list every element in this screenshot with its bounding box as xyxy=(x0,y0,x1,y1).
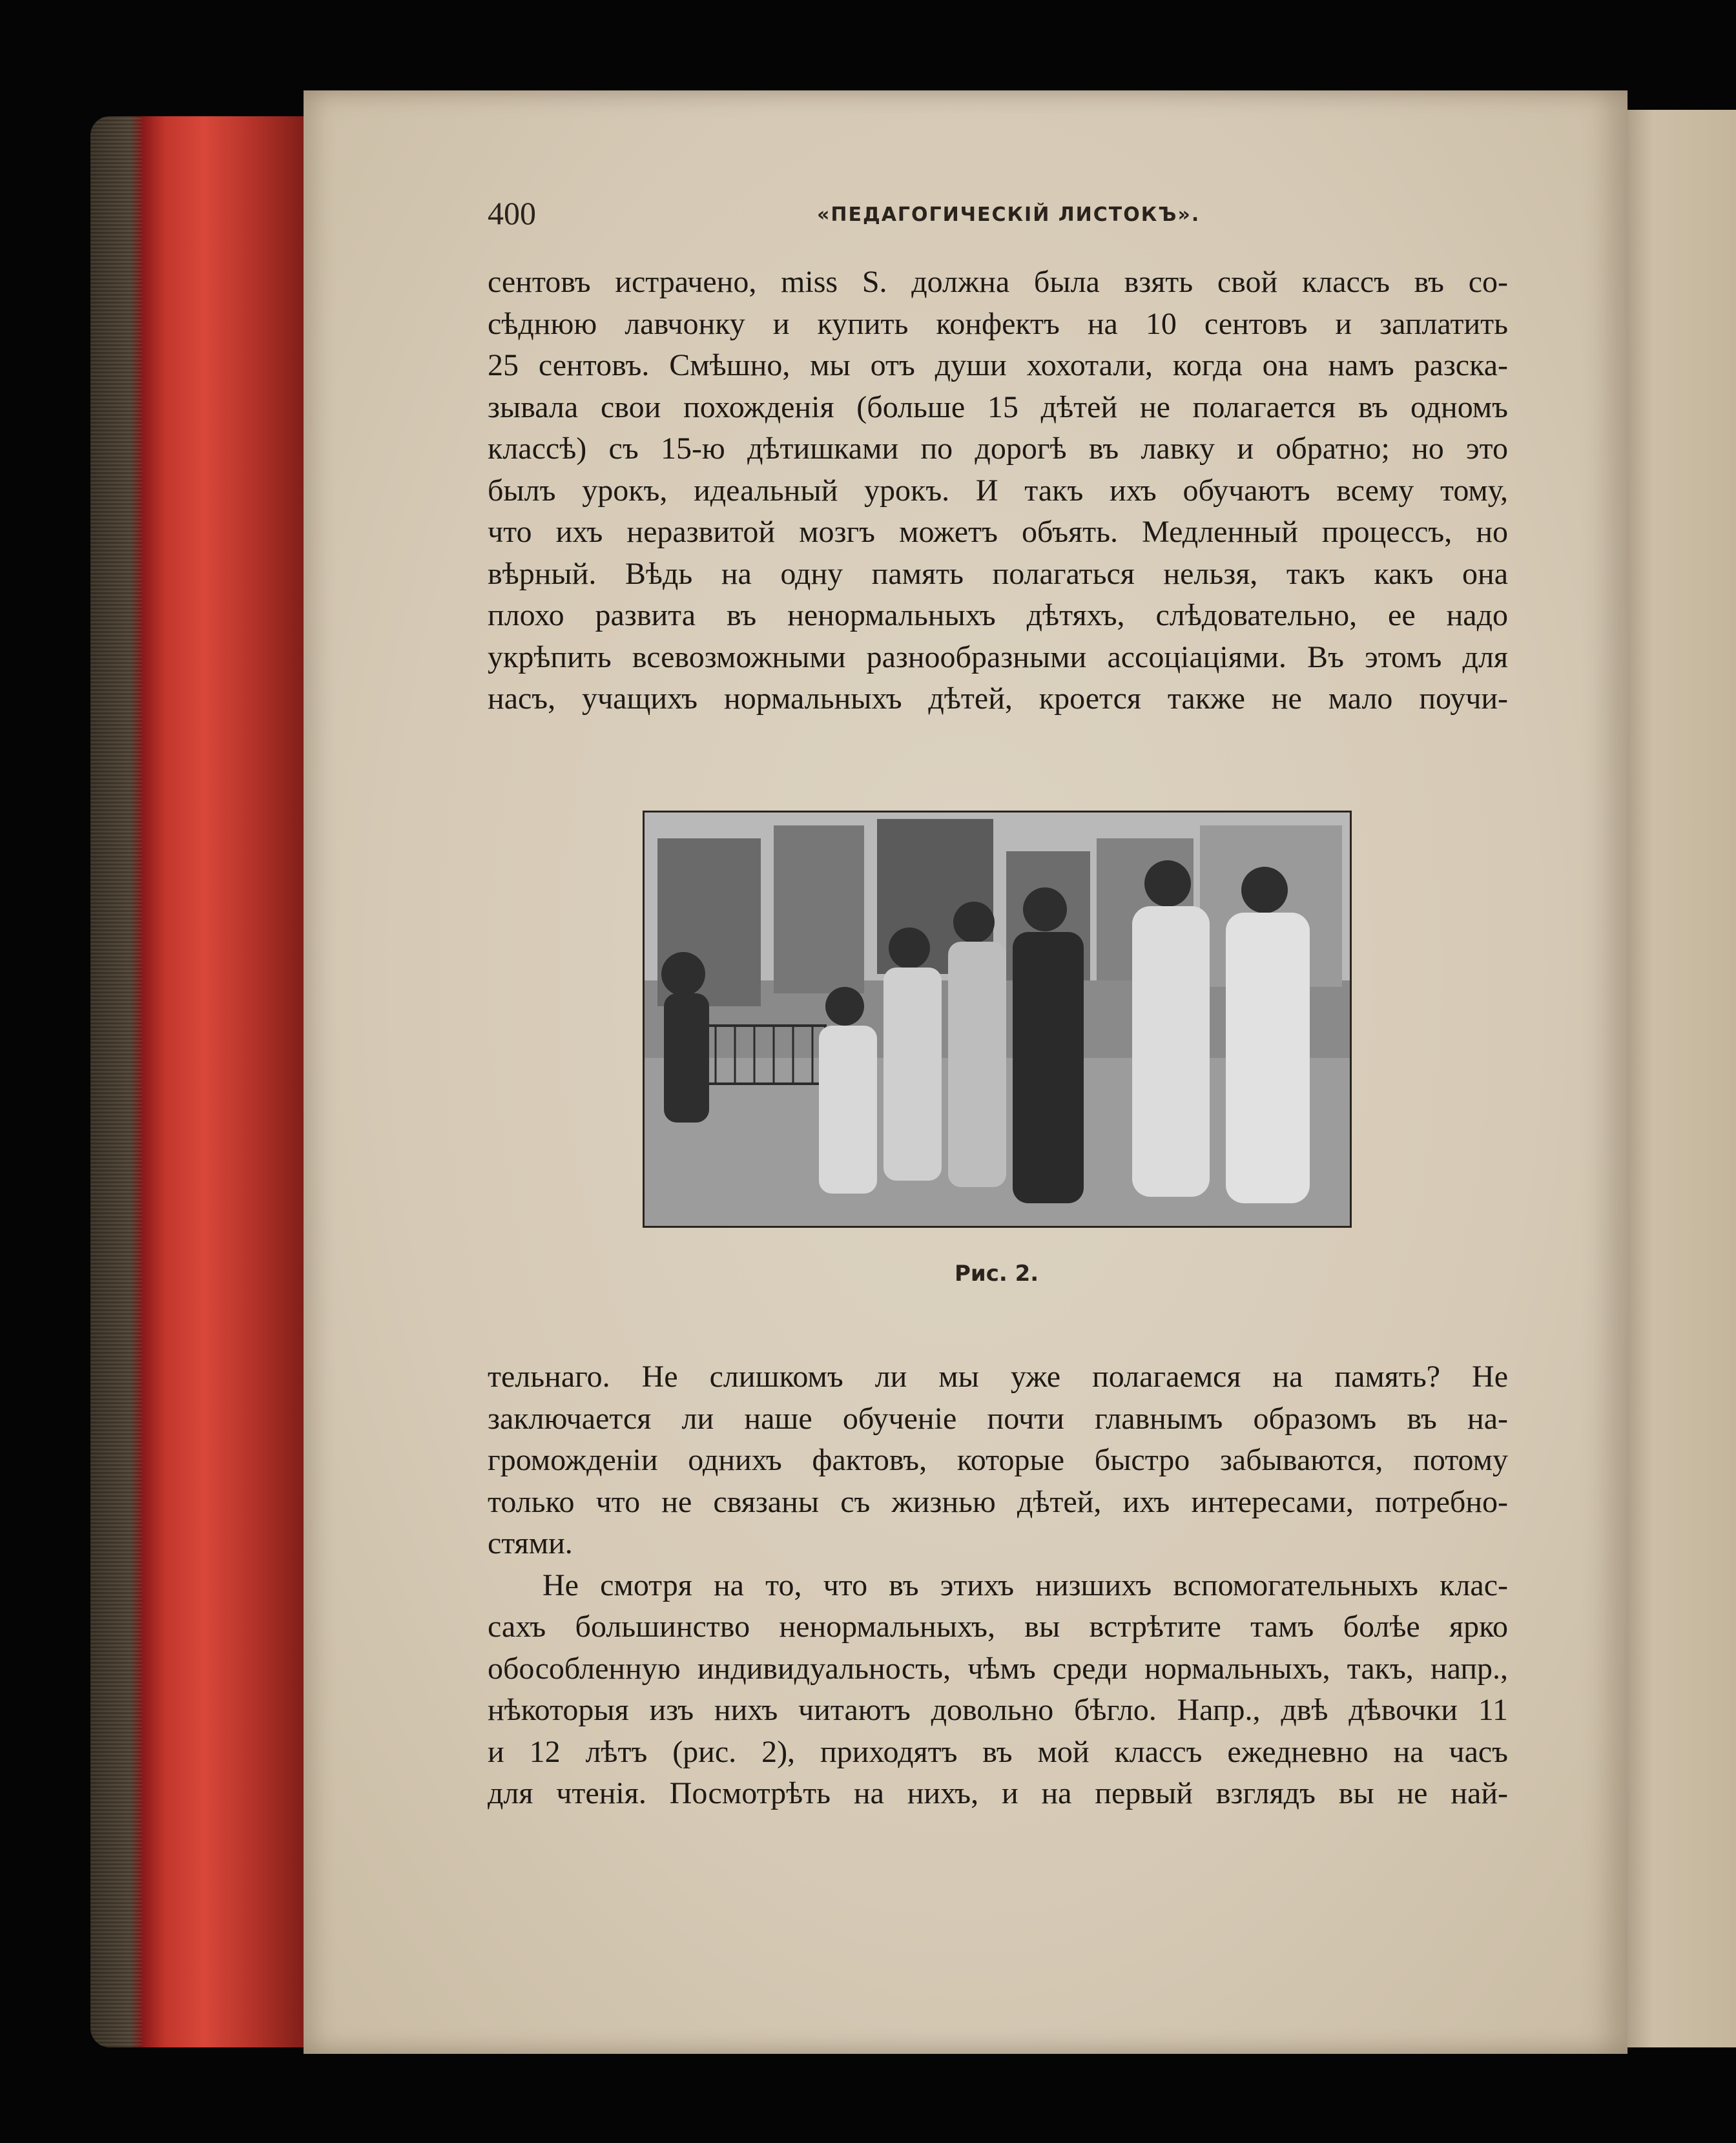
text-line: классѣ) съ 15-ю дѣтишками по дорогѣ въ лавку и обратно; но это xyxy=(488,431,1508,466)
text-line: только что не связаны съ жизнью дѣтей, ихъ интересами, потребно- xyxy=(488,1484,1508,1519)
body-text-top xyxy=(488,262,1508,720)
text-line: стями. xyxy=(488,1526,573,1560)
text-line: тельнаго. Не слишкомъ ли мы уже полагаемся на память? Не xyxy=(488,1360,1508,1394)
body-text-bottom xyxy=(488,1356,1508,1815)
street-children-photo-icon xyxy=(645,813,1350,1226)
book-page-edges xyxy=(90,116,310,2047)
text-line: Не смотря на то, что въ этихъ низшихъ вспомогательныхъ клас- xyxy=(542,1568,1508,1602)
figure-caption: Рис. 2. xyxy=(955,1261,1039,1287)
text-line: укрѣпить всевозможными разнообразными ассоціаціями. Въ этомъ для xyxy=(488,639,1508,674)
facing-page-edge xyxy=(1618,110,1736,2047)
text-line: вѣрный. Вѣдь на одну память полагаться нельзя, такъ какъ она xyxy=(488,556,1508,591)
text-line: сахъ большинство ненормальныхъ, вы встрѣтите тамъ болѣе ярко xyxy=(488,1610,1508,1644)
text-line: плохо развита въ ненормальныхъ дѣтяхъ, слѣдовательно, ее надо xyxy=(488,598,1508,632)
text-line: громожденіи однихъ фактовъ, которые быстро забываются, потому xyxy=(488,1443,1508,1477)
text-line: сѣднюю лавчонку и купить конфектъ на 10 сентовъ и заплатить xyxy=(488,306,1508,341)
page-header xyxy=(488,194,1502,233)
text-line: обособленную индивидуальность, чѣмъ среди нормальныхъ, такъ, напр., xyxy=(488,1651,1508,1686)
text-line: сентовъ истрачено, miss S. должна была взять свой классъ въ со- xyxy=(488,265,1508,299)
text-line: зывала свои похожденія (больше 15 дѣтей не полагается въ одномъ xyxy=(488,389,1508,424)
figure-photo xyxy=(643,811,1352,1228)
text-line: заключается ли наше обученіе почти главнымъ образомъ въ на- xyxy=(488,1401,1508,1436)
text-line: и 12 лѣтъ (рис. 2), приходятъ въ мой классъ ежедневно на часъ xyxy=(488,1734,1508,1769)
text-line: нѣкоторыя изъ нихъ читаютъ довольно бѣгло. Напр., двѣ дѣвочки 11 xyxy=(488,1693,1508,1727)
text-line: для чтенія. Посмотрѣть на нихъ, и на первый взглядъ вы не най- xyxy=(488,1776,1508,1810)
text-line: что ихъ неразвитой мозгъ можетъ объять. Медленный процессъ, но xyxy=(488,515,1508,549)
text-line: былъ урокъ, идеальный урокъ. И такъ ихъ обучаютъ всему тому, xyxy=(488,473,1508,508)
text-line: 25 сентовъ. Смѣшно, мы отъ души хохотали, когда она намъ разска- xyxy=(488,348,1508,382)
running-head: «ПЕДАГОГИЧЕСКІЙ ЛИСТОКЪ». xyxy=(817,203,1201,226)
text-line: насъ, учащихъ нормальныхъ дѣтей, кроется также не мало поучи- xyxy=(488,681,1508,716)
page-number: 400 xyxy=(488,195,536,231)
